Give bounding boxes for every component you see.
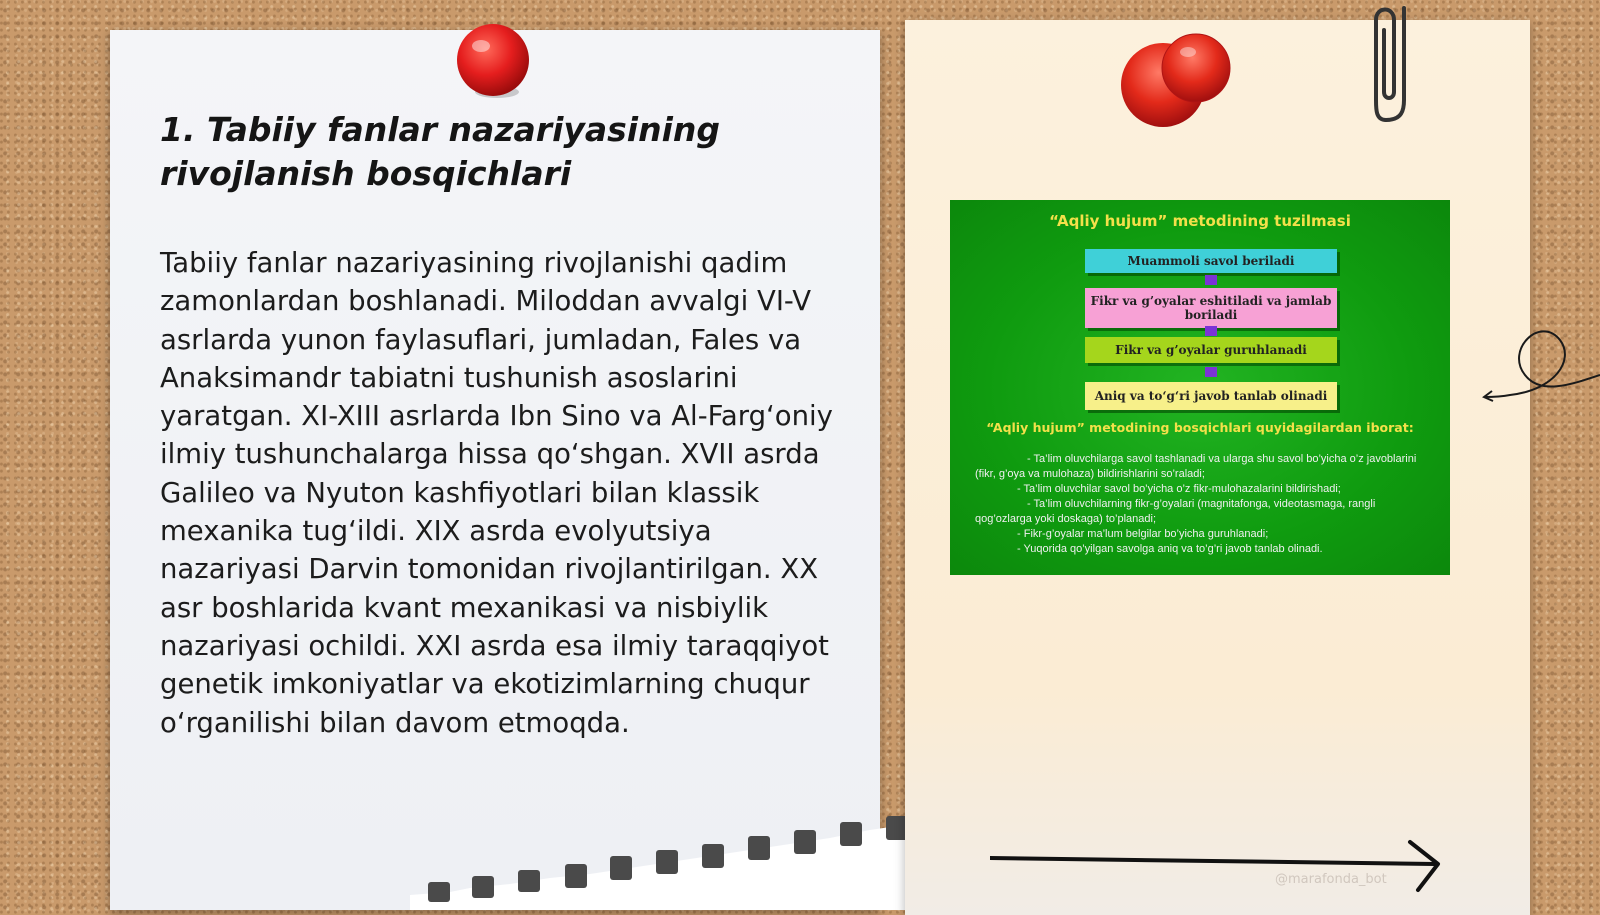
list-item: - Ta’lim oluvchilarning fikr-g’oyalari (magnitafonga, videotasmaga, rangli qog’ozlarga yoki doskaga) to’planadi; (975, 498, 1376, 525)
aqliy-hujum-diagram (950, 200, 1450, 575)
list-item: - Ta’lim oluvchilarga savol tashlanadi va ularga shu savol bo’yicha o’z javoblarini (fikr, g’oya va mulohaza) bildirishlarini so’raladi; (975, 453, 1417, 480)
list-item: - Fikr-g’oyalar ma’lum belgilar bo’yicha guruhlanadi; (1017, 528, 1269, 540)
diagram-title: “Aqliy hujum” metodining tuzilmasi (1049, 212, 1351, 230)
diagram-step-1: Muammoli savol beriladi (1085, 249, 1337, 273)
red-push-pin-icon (1118, 30, 1238, 140)
diagram-step-3: Fikr va g’oyalar guruhlanadi (1085, 337, 1337, 363)
diagram-arrow-icon (1205, 367, 1217, 377)
diagram-subtitle: “Aqliy hujum” metodining bosqichlari quyidagilardan iborat: (986, 420, 1414, 435)
watermark: @marafonda_bot (1275, 872, 1387, 887)
list-item: - Yuqorida qo’yilgan savolga aniq va to’g’ri javob tanlab olinadi. (1017, 543, 1323, 555)
red-push-pin-icon (455, 22, 535, 102)
slide-title: 1. Tabiiy fanlar nazariyasining rivojlanish bosqichlari (160, 110, 721, 193)
swirl-arrow-doodle-icon (1480, 315, 1600, 415)
diagram-step-4: Aniq va to‘g‘ri javob tanlab olinadi (1085, 382, 1337, 410)
next-arrow-icon (990, 838, 1450, 898)
diagram-step-2: Fikr va g’oyalar eshitiladi va jamlab boriladi (1085, 288, 1337, 328)
paper-clip-icon (1372, 0, 1422, 130)
slide-body-text: Tabiiy fanlar nazariyasining rivojlanishi qadim zamonlardan boshlanadi. Miloddan avvalgi VI-V asrlarda yunon faylasuflari, jumladan, Fales va Anaksimandr tabiatni tushunish asoslarini yaratgan. XI-XIII asrlarda Ibn Sino va Al-Farg‘oniy ilmiy tushunchalarga hissa qo‘shgan. XVII asrda Galileo va Nyuton kashfiyotlari bilan klassik mexanika tug‘ildi. XIX asrda evolyutsiya nazariyasi Darvin tomonidan rivojlantirilgan. XX asr boshlarida kvant mexanikasi va nisbiylik nazariyasi ochildi. XXI asrda esa ilmiy taraqqiyot genetik imkoniyatlar va ekotizimlarning chuqur o‘rganilishi bilan davom etmoqda. (160, 247, 833, 739)
diagram-arrow-icon (1205, 275, 1217, 285)
diagram-arrow-icon (1205, 326, 1217, 336)
diagram-steps-list (975, 452, 1433, 557)
list-item: - Ta’lim oluvchilar savol bo’yicha o’z fikr-mulohazalarini bildirishadi; (1017, 483, 1341, 495)
